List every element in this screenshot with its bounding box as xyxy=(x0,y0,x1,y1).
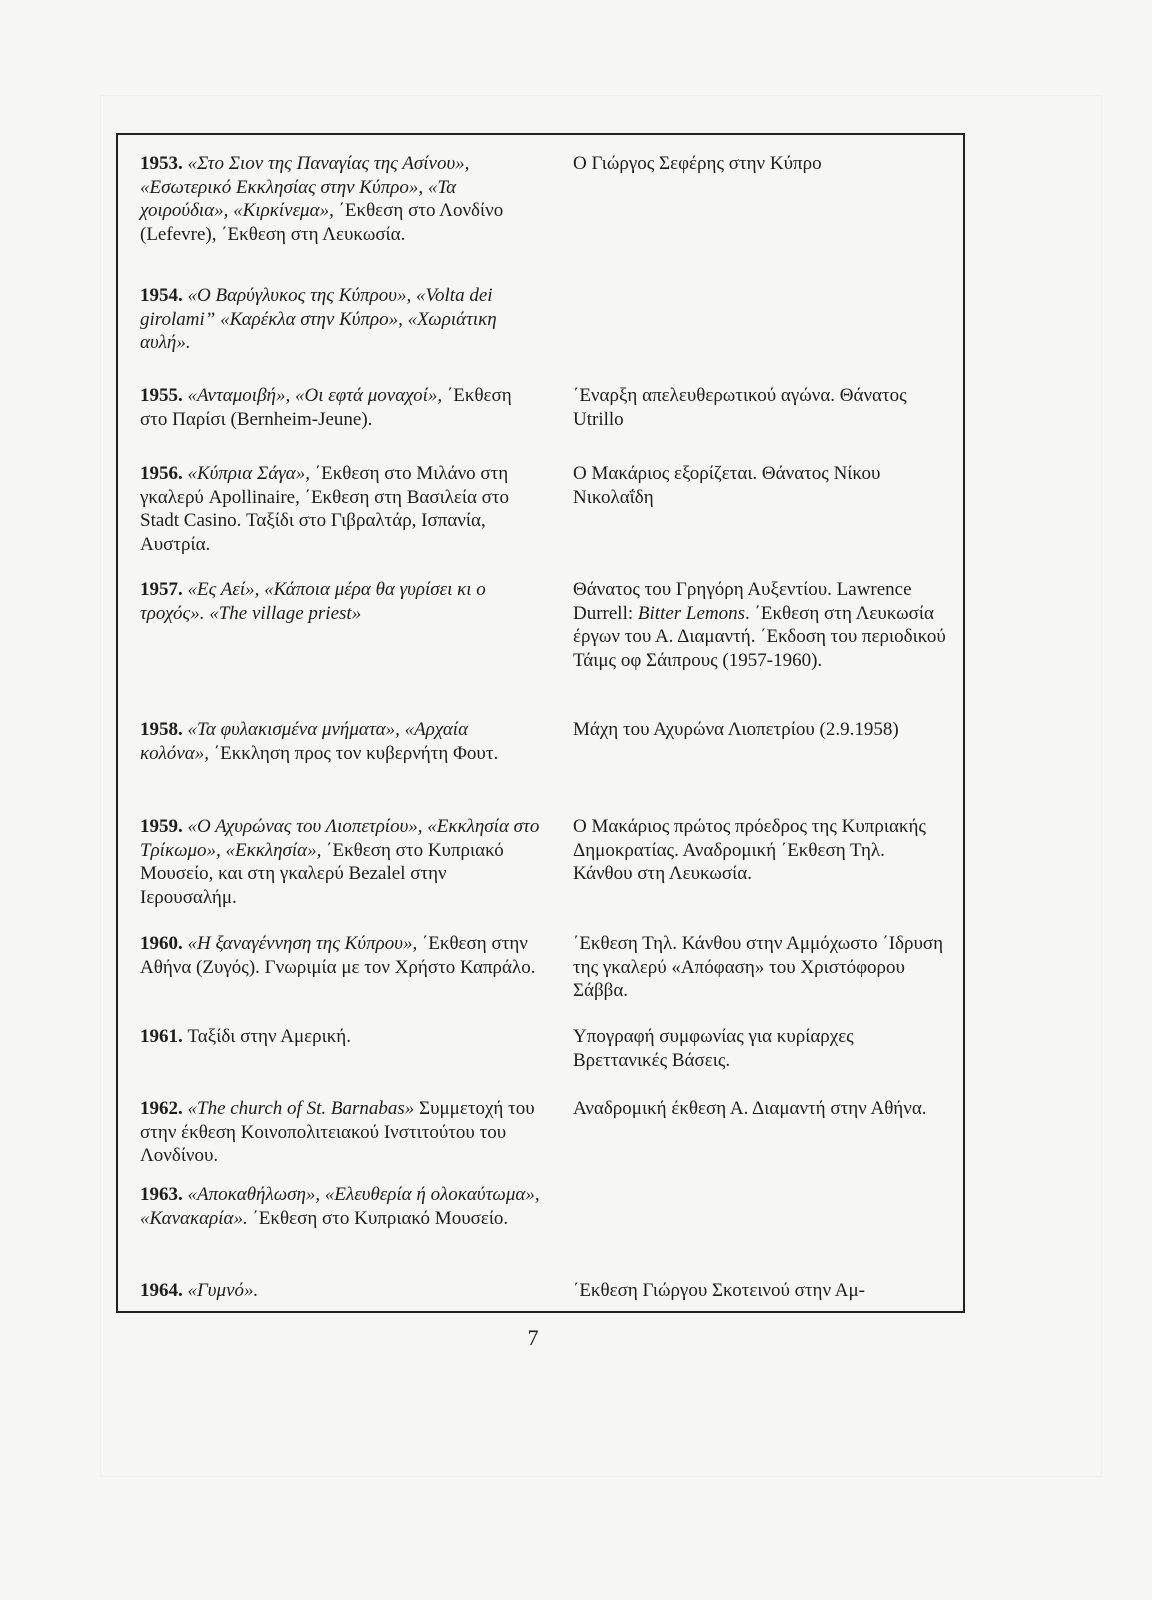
event-text: ΄Εκθεση στο Κυπριακό Μουσείο, και στη γκαλερύ Bezalel στην Ιερουσαλήμ. xyxy=(140,839,504,908)
event-text: ΄Εκκληση προς τον κυβερνήτη Φουτ. xyxy=(209,742,499,764)
artwork-titles: «Αποκαθήλωση», «Ελευθερία ή ολοκαύτωμα», «Κανακαρία». xyxy=(140,1184,540,1229)
historical-context: Ο Μακάριος εξορίζεται. Θάνατος Νίκου Νικολαΐδη xyxy=(573,463,881,508)
year-label: 1954. xyxy=(140,285,188,306)
historical-context: ΄Εκθεση Τηλ. Κάνθου στην Αμμόχωστο ΄Ιδρυση της γκαλερύ «Απόφαση» του Χριστόφορου Σάββα. xyxy=(573,933,944,1001)
year-label: 1957. xyxy=(140,579,188,600)
year-label: 1953. xyxy=(140,153,188,174)
year-label: 1960. xyxy=(140,933,188,954)
year-label: 1958. xyxy=(140,719,188,740)
artwork-titles: «Γυμνό». xyxy=(187,1280,259,1301)
event-text: ΄Εκθεση στην Αθήνα (Ζυγός). Γνωριμία με τον Χρήστο Καπράλο. xyxy=(140,933,536,978)
artwork-titles: «Στο Σιον της Παναγίας της Ασίνου», «Εσωτερικό Εκκλησίας στην Κύπρο», «Τα χοιρούδια», «Κιρκίνεμα», xyxy=(140,153,470,221)
year-label: 1963. xyxy=(140,1184,188,1205)
artwork-titles: «Κύπρια Σάγα», xyxy=(187,463,311,484)
event-text: ΄Εκθεση στο Μιλάνο στη γκαλερύ Apollinaire, ΄Εκθεση στη Βασιλεία στο Stadt Casino. Ταξίδι στο Γιβραλτάρ, Ισπανία, Αυστρία. xyxy=(140,463,510,555)
event-description xyxy=(140,932,540,979)
event-description xyxy=(140,1183,540,1230)
event-description xyxy=(140,1025,540,1049)
artwork-titles: «Ες Αεί», «Κάποια μέρα θα γυρίσει κι ο τροχός». «The village priest» xyxy=(140,579,486,624)
historical-context: Μάχη του Αχυρώνα Λιοπετρίου (2.9.1958) xyxy=(573,719,899,740)
artwork-titles: «Τα φυλακισμένα μνήματα», «Αρχαία κολόνα», xyxy=(140,719,469,764)
year-label: 1955. xyxy=(140,385,188,406)
historical-context: Αναδρομική έκθεση Α. Διαμαντή στην Αθήνα. xyxy=(573,1098,927,1119)
event-description xyxy=(140,815,540,909)
year-label: 1964. xyxy=(140,1280,188,1301)
event-text: Συμμετοχή του στην έκθεση Κοινοπολιτειακού Ινστιτούτου του Λονδίνου. xyxy=(140,1098,535,1166)
event-text: ΄Εκθεση στο Λονδίνο (Lefevre), ΄Εκθεση στη Λευκωσία. xyxy=(140,200,504,245)
event-description xyxy=(140,718,540,765)
page-number: 7 xyxy=(527,1325,539,1350)
year-label: 1956. xyxy=(140,463,188,484)
artwork-titles: «Ανταμοιβή», «Οι εφτά μοναχοί», xyxy=(187,385,443,406)
year-label: 1962. xyxy=(140,1098,188,1119)
historical-context: Ο Μακάριος πρώτος πρόεδρος της Κυπριακής Δημοκρατίας. Αναδρομική ΄Εκθεση Τηλ. Κάνθου στη Λευκωσία. xyxy=(573,816,926,884)
historical-context: Υπογραφή συμφωνίας για κυρίαρχες Βρεττανικές Βάσεις. xyxy=(573,1026,854,1071)
event-text: ΄Εκθεση στο Κυπριακό Μουσείο. xyxy=(247,1207,509,1229)
historical-context: ΄Εκθεση Γιώργου Σκοτεινού στην Αμ- xyxy=(573,1280,866,1301)
event-description xyxy=(140,1097,540,1168)
event-text: ΄Εκθεση στο Παρίσι (Bernheim-Jeune). xyxy=(140,385,512,430)
historical-context: Ο Γιώργος Σεφέρης στην Κύπρο xyxy=(573,153,822,174)
historical-context: ΄Εναρξη απελευθερωτικού αγώνα. Θάνατος Utrillo xyxy=(573,385,907,430)
event-description xyxy=(140,578,540,625)
event-description xyxy=(140,384,540,431)
year-label: 1959. xyxy=(140,816,188,837)
artwork-titles: «Η ξαναγέννηση της Κύπρου», xyxy=(187,933,418,954)
artwork-titles: «Ο Αχυρώνας του Λιοπετρίου», «Εκκλησία στο Τρίκωμο», «Εκκλησία», xyxy=(140,816,540,861)
year-label: 1961. xyxy=(140,1026,188,1047)
event-description xyxy=(140,1279,540,1303)
event-description xyxy=(140,284,540,355)
event-description xyxy=(140,152,540,246)
historical-context: Θάνατος του Γρηγόρη Αυξεντίου. Lawrence Durrell: Bitter Lemons. ΄Εκθεση στη Λευκωσία έργων του Α. Διαμαντή. ΄Εκδοση του περιοδικού Τάιμς οφ Σάιπρους (1957-1960). xyxy=(573,579,946,671)
book-title: Bitter Lemons xyxy=(637,602,746,624)
event-text: Ταξίδι στην Αμερική. xyxy=(187,1026,351,1047)
artwork-titles: «Ο Βαρύγλυκος της Κύπρου», «Volta dei girolami” «Καρέκλα στην Κύπρο», «Χωριάτικη αυλή». xyxy=(140,285,497,353)
artwork-titles: «The church of St. Barnabas» xyxy=(187,1098,415,1119)
event-description xyxy=(140,462,540,556)
